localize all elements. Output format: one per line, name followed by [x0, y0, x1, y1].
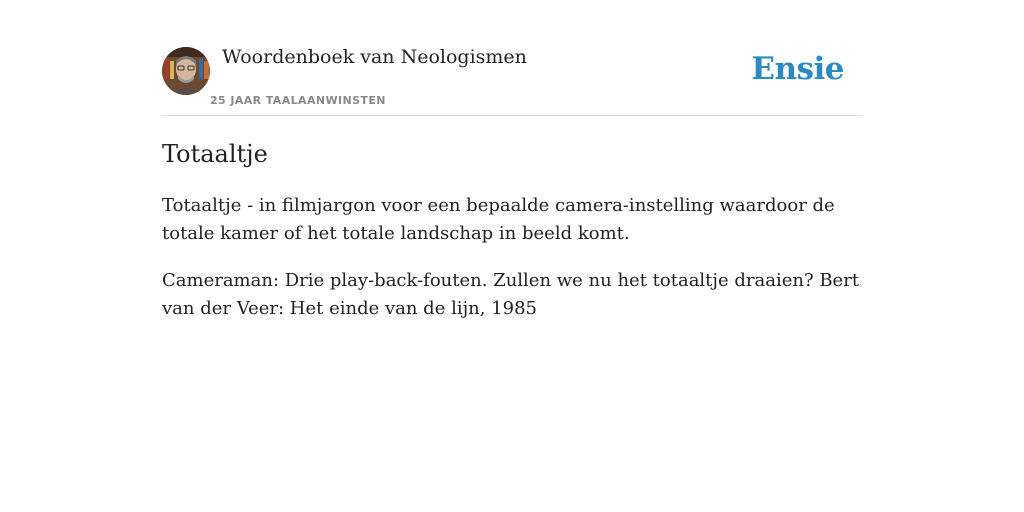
source-header: [162, 40, 862, 116]
term-title: Totaaltje: [162, 140, 268, 168]
author-portrait-icon: [162, 47, 210, 95]
term-definition: Totaaltje - in filmjargon voor een bepaalde camera-instelling waardoor de totale kamer of het totale landschap in beeld komt.: [162, 195, 835, 244]
source-subtitle: 25 JAAR TAALAANWINSTEN: [210, 94, 386, 107]
term-quote: Cameraman: Drie play-back-fouten. Zullen we nu het totaaltje draaien? Bert van der Veer: Het einde van de lijn, 1985: [162, 270, 860, 319]
author-avatar[interactable]: [162, 47, 210, 95]
ensie-logo[interactable]: Ensie: [751, 51, 844, 87]
source-title[interactable]: Woordenboek van Neologismen: [222, 46, 527, 68]
